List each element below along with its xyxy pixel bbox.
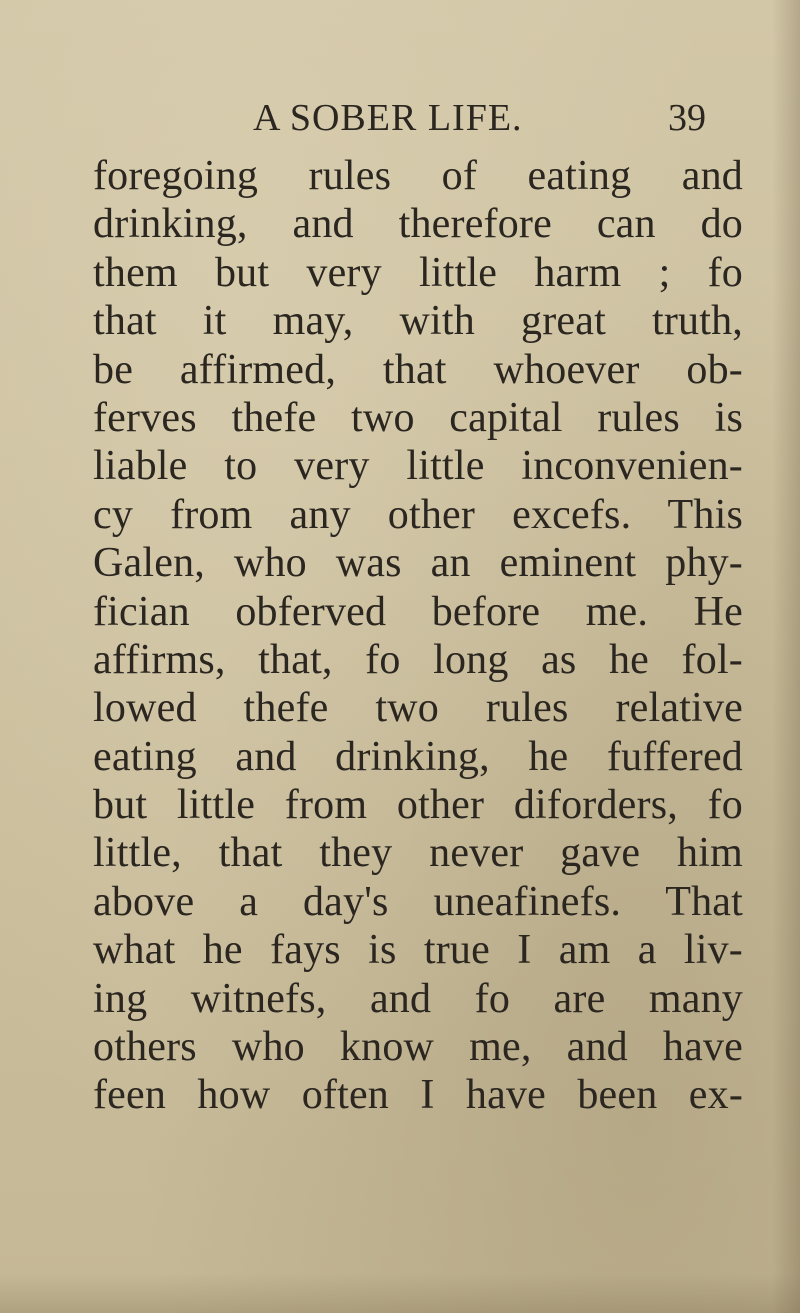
text-line: be affirmed, that whoever ob- [93, 346, 743, 393]
text-line: what he fays is true I am a liv- [93, 927, 743, 974]
text-line: cy from any other excefs. This [93, 491, 743, 538]
text-line: others who know me, and have [93, 1024, 743, 1071]
text-line: that it may, with great truth, [93, 298, 743, 345]
body-text [93, 152, 743, 1120]
text-line: fician obferved before me. He [93, 588, 743, 635]
text-line: little, that they never gave him [93, 830, 743, 877]
page-bottom-shadow [0, 1273, 800, 1313]
text-line: feen how often I have been ex- [93, 1072, 743, 1119]
text-line: foregoing rules of eating and [93, 153, 743, 199]
text-line: ferves thefe two capital rules is [93, 394, 743, 441]
text-line: above a day's uneafinefs. That [93, 878, 743, 925]
page-edge-shadow [772, 0, 800, 1313]
text-line: Galen, who was an eminent phy- [93, 540, 743, 587]
running-head [90, 96, 740, 146]
text-line: affirms, that, fo long as he fol- [93, 636, 743, 683]
page-number: 39 [668, 97, 706, 139]
text-line: liable to very little inconvenien- [93, 443, 743, 490]
text-line: but little from other diforders, fo [93, 782, 743, 829]
text-line: eating and drinking, he fuffered [93, 733, 743, 780]
text-line: drinking, and therefore can do [93, 201, 743, 248]
running-title: A SOBER LIFE. [253, 97, 523, 139]
text-line: ing witnefs, and fo are many [93, 975, 743, 1022]
text-line: them but very little harm ; fo [93, 249, 743, 296]
text-line: lowed thefe two rules relative [93, 685, 743, 732]
